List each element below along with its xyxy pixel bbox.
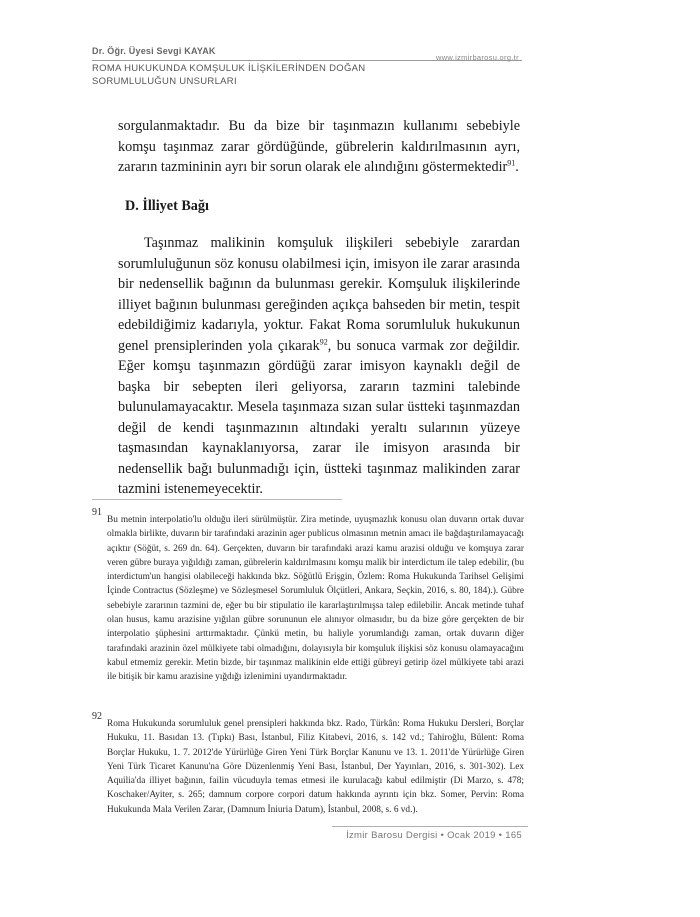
footnote-text: Bu metnin interpolatio'lu olduğu ileri sürülmüştür. Zira metinde, uyuşmazlık konusu olan duvarın ortak duvar olmakla birlikte, duvarın bir tarafındaki arazinin ager publicus olmasının metnin amacı ile bağdaştırılamayacağı açıktır (Söğüt, s. 269 dn. 64). Gerçekten, duvarın bir tarafındaki arazi kamu arazisi olduğu ve komşuya zarar veren gübre buraya yığıldığı zaman, gübrelerin kaldırılmasını komşu malik bir interdictum ile talep edebilir, (bu interdictum'un hangisi olabileceği hakkında bkz. Söğütlü Erişgin, Özlem: Roma Hukukunda Tarihsel Gelişimi İçinde Contractus (Sözleşme) ve Sözleşmesel Sorumluluk Ölçütleri, Ankara, Seçkin, 2016, s. 80, 184).). Gübre sebebiyle zararının tazmini de, eğer bu bir stipulatio ile kararlaştırılmışsa talep edilebilir. Ancak metinde tuhaf olan husus, kamu arazisine yığılan gübre sorununun ele alınıyor olmasıdır, bu da bize göre gerçekten de bir interpolatio şüphesini arttırmaktadır. Çünkü metin, bu haliyle yorumlandığı zaman, ortak duvarın diğer tarafındaki arazinin özel mülkiyete tabi olmadığını, dolayısıyla bir komşuluk ilişkisi söz konusu olamayacağını kabul etmemiz gerekir. Metin bizde, bir taşınmaz malikinin elde ettiği gübreyi getirip özel mülkiyete tabi arazi ile bitişik bir kamu arazisine yığdığı izlenimini uyandırmaktadır. <box>107 515 524 683</box>
section-heading: D. İlliyet Bağı <box>125 198 209 214</box>
paragraph-1-end: . <box>515 159 519 175</box>
footnote-91: 91 Bu metnin interpolatio'lu olduğu ileri sürülmüştür. Zira metinde, uyuşmazlık konusu olan duvarın ortak duvar olmakla birlikte, duvarın bir tarafındaki arazinin ager publicus olmasının metnin amacı ile bağdaştırılamayacağı açıktır (Söğüt, s. 269 dn. 64). Gerçekten, duvarın bir tarafındaki arazi kamu arazisi olduğu ve komşuya zarar veren gübre buraya yığıldığı zaman, gübrelerin kaldırılmasını komşu malik bir interdictum ile talep edebilir, (bu interdictum'un hangisi olabileceği hakkında bkz. Söğütlü Erişgin, Özlem: Roma Hukukunda Tarihsel Gelişimi İçinde Contractus (Sözleşme) ve Sözleşmesel Sorumluluk Ölçütleri, Ankara, Seçkin, 2016, s. 80, 184).). Gübre sebebiyle zararının tazmini de, eğer bu bir stipulatio ile kararlaştırılmışsa talep edilebilir. Ancak metinde tuhaf olan husus, kamu arazisine yığılan gübre sorununun ele alınıyor olmasıdır, bu da bize göre gerçekten de bir interpolatio şüphesini arttırmaktadır. Çünkü metin, bu haliyle yorumlandığı zaman, ortak duvarın diğer tarafındaki arazinin özel mülkiyete tabi olmadığını, dolayısıyla bir komşuluk ilişkisi söz konusu olamayacağını kabul etmemiz gerekir. Metin bizde, bir taşınmaz malikinin elde ettiği gübreyi getirip özel mülkiyete tabi arazi ile bitişik bir kamu arazisine yığdığı izlenimini uyandırmaktadır. <box>92 513 524 685</box>
paragraph-1-text: sorgulanmaktadır. Bu da bize bir taşınmazın kullanımı sebebiyle komşu taşınmaz zarar gördüğünde, gübrelerin kaldırılmasının ayrı, zararın tazmininin ayrı bir sorun olarak ele alındığını göstermektedir <box>118 118 520 175</box>
footnote-text: Roma Hukukunda sorumluluk genel prensipleri hakkında bkz. Rado, Türkân: Roma Hukuku Dersleri, Borçlar Hukuku, 11. Basıdan 13. (Tıpkı) Bası, İstanbul, Filiz Kitabevi, 2016, s. 142 vd.; Tahiroğlu, Bülent: Roma Borçlar Hukuku, 1. 7. 2012'de Yürürlüğe Giren Yeni Türk Borçlar Kanunu ve 13. 1. 2011'de Yürürlüğe Giren Yeni Türk Ticaret Kanunu'na Göre Düzenlenmiş Yeni Bası, İstanbul, Der Yayınları, 2016, s. 301-302). Lex Aquilia'da illiyet bağının, failin vücuduyla temas etmesi ile kurulacağı kabul edilmiştir (Di Marzo, s. 478; Koschaker/Ayiter, s. 265; damnum corpore corpori datum hakkında ayrıntı için bkz. Somer, Pervin: Roma Hukukunda Mala Verilen Zarar, (Damnum İniuria Datum), İstanbul, 2008, s. 6 vd.). <box>107 719 524 815</box>
footnote-92: 92 Roma Hukukunda sorumluluk genel prensipleri hakkında bkz. Rado, Türkân: Roma Hukuku Dersleri, Borçlar Hukuku, 11. Basıdan 13. (Tıpkı) Bası, İstanbul, Filiz Kitabevi, 2016, s. 142 vd.; Tahiroğlu, Bülent: Roma Borçlar Hukuku, 1. 7. 2012'de Yürürlüğe Giren Yeni Türk Borçlar Kanunu ve 13. 1. 2011'de Yürürlüğe Giren Yeni Türk Ticaret Kanunu'na Göre Düzenlenmiş Yeni Bası, İstanbul, Der Yayınları, 2016, s. 301-302). Lex Aquilia'da illiyet bağının, failin vücuduyla temas etmesi ile kurulacağı kabul edilmiştir (Di Marzo, s. 478; Koschaker/Ayiter, s. 265; damnum corpore corpori datum hakkında ayrıntı için bkz. Somer, Pervin: Roma Hukukunda Mala Verilen Zarar, (Damnum İniuria Datum), İstanbul, 2008, s. 6 vd.). <box>92 717 524 817</box>
footer-rule <box>332 826 528 827</box>
header-article-title: ROMA HUKUKUNDA KOMŞULUK İLİŞKİLERİNDEN DOĞAN SORUMLULUĞUN UNSURLARI <box>92 63 366 87</box>
paragraph-causation <box>118 233 520 500</box>
footnote-ref-92[interactable]: 92 <box>319 336 328 346</box>
header-url[interactable]: www.izmirbarosu.org.tr <box>436 53 519 62</box>
paragraph-continuation <box>118 116 520 178</box>
page-footer: İzmir Barosu Dergisi • Ocak 2019 • 165 <box>346 830 522 841</box>
paragraph-2-text-a: Taşınmaz malikinin komşuluk ilişkileri sebebiyle zarardan sorumluluğunun söz konusu olabilmesi için, imisyon ile zarar arasında bir nedensellik bağının da bulunması gerekir. Komşuluk ilişkilerinde illiyet bağının bulunması gereğinden açıkça bahseden bir metin, tespit edebildiğimiz kadarıyla, yoktur. Fakat Roma sorumluluk hukukunun genel prensiplerinden yola çıkarak <box>118 235 520 354</box>
header-author: Dr. Öğr. Üyesi Sevgi KAYAK <box>92 46 216 56</box>
footnote-divider <box>92 499 342 500</box>
paragraph-2-text-b: , bu sonuca varmak zor değildir. Eğer komşu taşınmazın gördüğü zarar imisyon kaynaklı değil de başka bir sebepten ileri geliyorsa, zararın tazmini talebinde bulunulamayacaktır. Mesela taşınmaza sızan sular üstteki taşınmazdan değil de kendi taşınmazının altındaki yeraltı sularının yüzeye taşmasından kaynaklanıyorsa, zarar ile imisyon arasında bir nedensellik bağı bulunmadığı için, üstteki taşınmaz malikinden zarar tazmini istenemeyecektir. <box>118 337 520 497</box>
footnote-ref-91[interactable]: 91 <box>507 158 516 168</box>
